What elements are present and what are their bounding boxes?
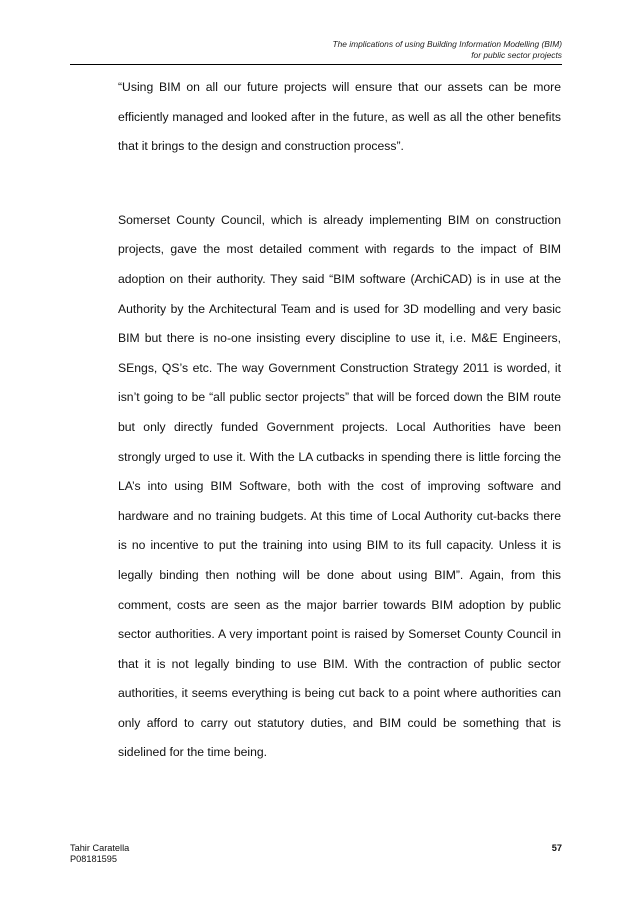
- paragraph-spacer: [118, 162, 561, 206]
- quote-paragraph: “Using BIM on all our future projects will ensure that our assets can be more efficiently managed and looked after in the future, as well as all the other benefits that it brings to the design and construction process”.: [118, 80, 561, 154]
- footer-author-name: Tahir Caratella: [70, 843, 130, 853]
- page-body: [118, 73, 561, 768]
- header-title-line-2: for public sector projects: [471, 50, 562, 60]
- running-header: [70, 39, 562, 61]
- page-number: 57: [551, 843, 562, 853]
- somerset-paragraph: Somerset County Council, which is already implementing BIM on construction projects, gave the most detailed comment with regards to the impact of BIM adoption on their authority. They said “BIM software (ArchiCAD) is in use at the Authority by the Architectural Team and is used for 3D modelling and very basic BIM but there is no-one insisting every discipline to use it, i.e. M&E Engineers, SEngs, QS’s etc. The way Government Construction Strategy 2011 is worded, it isn’t going to be “all public sector projects” that will be forced down the BIM route but only directly funded Government projects. Local Authorities have been strongly urged to use it. With the LA cutbacks in spending there is little forcing the LA’s into using BIM Software, both with the cost of improving software and hardware and no training budgets. At this time of Local Authority cut-backs there is no incentive to put the training into using BIM to its full capacity. Unless it is legally binding then nothing will be done about using BIM”. Again, from this comment, costs are seen as the major barrier towards BIM adoption by public sector authorities. A very important point is raised by Somerset County Council in that it is not legally binding to use BIM. With the contraction of public sector authorities, it seems everything is being cut back to a point where authorities can only afford to carry out statutory duties, and BIM could be something that is sidelined for the time being.: [118, 212, 561, 760]
- page-footer: [70, 843, 562, 865]
- footer-author-block: [70, 843, 562, 865]
- header-title-line-1: The implications of using Building Information Modelling (BIM): [332, 39, 562, 49]
- footer-student-id: P08181595: [70, 854, 118, 864]
- header-divider: [70, 64, 562, 65]
